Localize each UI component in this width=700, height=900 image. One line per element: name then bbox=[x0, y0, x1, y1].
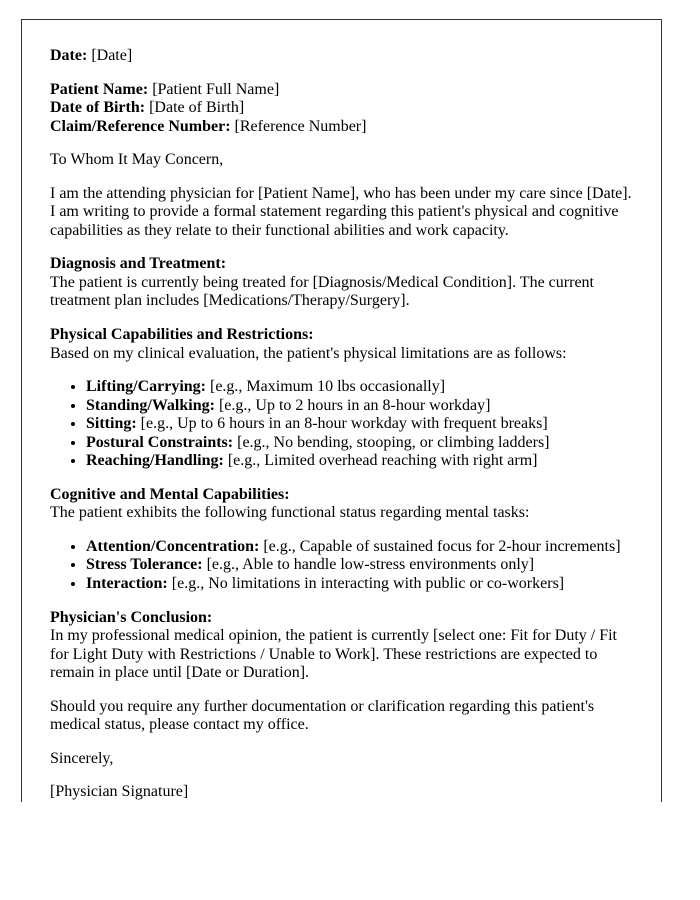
dob-label: Date of Birth: bbox=[50, 99, 146, 117]
list-item bbox=[86, 378, 633, 397]
section-cognitive bbox=[50, 486, 633, 523]
physical-restrictions-list bbox=[50, 378, 633, 471]
section-diagnosis-body: The patient is currently being treated for [Diagnosis/Medical Condition]. The current treatment plan includes [Medications/Therapy/Surgery]. bbox=[50, 273, 594, 310]
list-item bbox=[86, 575, 633, 594]
bullet-text: [e.g., Capable of sustained focus for 2-hour increments] bbox=[263, 537, 621, 555]
bullet-label: Postural Constraints: bbox=[86, 433, 234, 451]
patient-name-value: [Patient Full Name] bbox=[152, 80, 280, 98]
salutation: To Whom It May Concern, bbox=[50, 151, 224, 169]
dob-value: [Date of Birth] bbox=[149, 99, 245, 117]
intro-paragraph: I am the attending physician for [Patient Name], who has been under my care since [Date]. I am writing to provide a formal statement regarding this patient's physical and cognitive capabilities as they relate to their functional abilities and work capacity. bbox=[50, 184, 632, 239]
section-conclusion-heading: Physician's Conclusion: bbox=[50, 608, 213, 626]
physician-statement-letter bbox=[21, 19, 662, 802]
patient-info-block bbox=[50, 81, 633, 137]
claim-number-label: Claim/Reference Number: bbox=[50, 117, 231, 135]
section-diagnosis bbox=[50, 255, 633, 311]
bullet-label: Stress Tolerance: bbox=[86, 556, 203, 574]
section-diagnosis-heading: Diagnosis and Treatment: bbox=[50, 255, 227, 273]
bullet-label: Sitting: bbox=[86, 415, 137, 433]
section-physical bbox=[50, 326, 633, 363]
claim-number-value: [Reference Number] bbox=[234, 117, 367, 135]
signature-placeholder: [Physician Signature] bbox=[50, 783, 189, 801]
bullet-label: Lifting/Carrying: bbox=[86, 378, 206, 396]
bullet-text: [e.g., Up to 2 hours in an 8-hour workday] bbox=[218, 396, 491, 414]
bullet-label: Interaction: bbox=[86, 575, 168, 593]
bullet-text: [e.g., Maximum 10 lbs occasionally] bbox=[210, 378, 446, 396]
list-item bbox=[86, 434, 633, 453]
section-cognitive-heading: Cognitive and Mental Capabilities: bbox=[50, 485, 290, 503]
section-cognitive-body: The patient exhibits the following functional status regarding mental tasks: bbox=[50, 504, 530, 522]
section-physical-body: Based on my clinical evaluation, the patient's physical limitations are as follows: bbox=[50, 344, 567, 362]
list-item bbox=[86, 452, 633, 471]
date-label: Date: bbox=[50, 47, 88, 64]
section-physical-heading: Physical Capabilities and Restrictions: bbox=[50, 326, 314, 344]
list-item bbox=[86, 397, 633, 416]
followup-paragraph: Should you require any further documentation or clarification regarding this patient's medical status, please contact my office. bbox=[50, 697, 595, 734]
signoff: Sincerely, bbox=[50, 749, 114, 767]
list-item bbox=[86, 556, 633, 575]
bullet-label: Standing/Walking: bbox=[86, 396, 215, 414]
date-line bbox=[50, 47, 633, 66]
section-conclusion-body: In my professional medical opinion, the patient is currently [select one: Fit for Duty / Fit for Light Duty with Restrictions / Unable to Work]. These restrictions are expected to remain in place until [Date or Duration]. bbox=[50, 627, 617, 682]
bullet-text: [e.g., No bending, stooping, or climbing ladders] bbox=[237, 433, 550, 451]
bullet-text: [e.g., Up to 6 hours in an 8-hour workday with frequent breaks] bbox=[140, 415, 548, 433]
bullet-label: Attention/Concentration: bbox=[86, 537, 260, 555]
date-value: [Date] bbox=[91, 47, 133, 64]
bullet-label: Reaching/Handling: bbox=[86, 452, 224, 470]
list-item bbox=[86, 415, 633, 434]
bullet-text: [e.g., No limitations in interacting with public or co-workers] bbox=[171, 575, 565, 593]
bullet-text: [e.g., Able to handle low-stress environments only] bbox=[206, 556, 535, 574]
list-item bbox=[86, 538, 633, 557]
patient-name-label: Patient Name: bbox=[50, 80, 149, 98]
cognitive-status-list bbox=[50, 538, 633, 594]
section-conclusion bbox=[50, 609, 633, 683]
bullet-text: [e.g., Limited overhead reaching with right arm] bbox=[227, 452, 538, 470]
